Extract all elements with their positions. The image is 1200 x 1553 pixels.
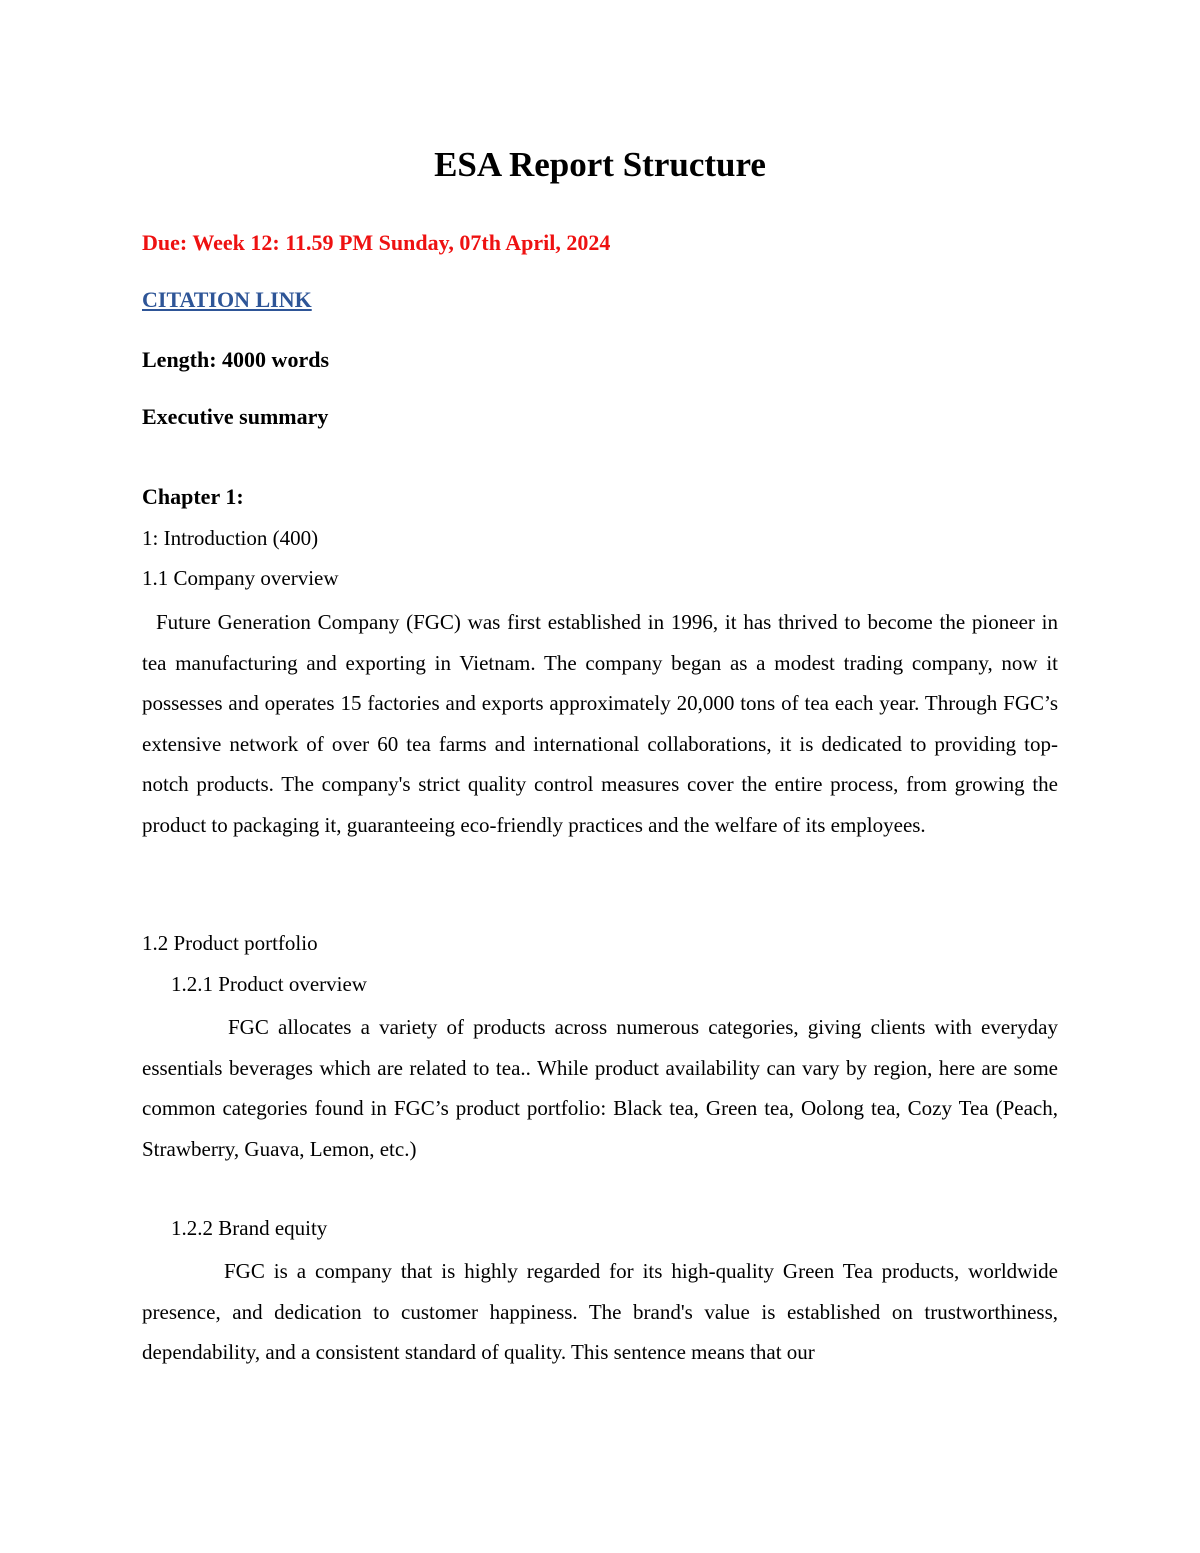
product-portfolio-heading: 1.2 Product portfolio [142,931,318,955]
product-overview-heading: 1.2.1 Product overview [171,972,367,996]
brand-equity-paragraph: FGC is a company that is highly regarded for its high-quality Green Tea products, worldwide presence, and dedication to customer happiness. The brand's value is established on trustworthiness, dependability, and a consistent standard of quality. This sentence means that our [142,1259,1058,1365]
company-overview-paragraph: Future Generation Company (FGC) was first established in 1996, it has thrived to become the pioneer in tea manufacturing and exporting in Vietnam. The company began as a modest trading company, now it possesses and operates 15 factories and exports approximately 20,000 tons of tea each year. Through FGC’s extensive network of over 60 tea farms and international collaborations, it is dedicated to providing top-notch products. The company's strict quality control measures cover the entire process, from growing the product to packaging it, guaranteeing eco-friendly practices and the welfare of its employees. [142,610,1058,837]
chapter-heading: Chapter 1: [142,484,244,509]
product-overview-paragraph: FGC allocates a variety of products across numerous categories, giving clients with everyday essentials beverages which are related to tea.. While product availability can vary by region, here are some common categories found in FGC’s product portfolio: Black tea, Green tea, Oolong tea, Cozy Tea (Peach, Strawberry, Guava, Lemon, etc.) [142,1015,1058,1161]
introduction-heading: 1: Introduction (400) [142,526,319,550]
length-line: Length: 4000 words [142,347,330,372]
document-title: ESA Report Structure [434,145,766,184]
brand-equity-heading: 1.2.2 Brand equity [171,1216,328,1240]
executive-summary-heading: Executive summary [142,404,329,429]
company-overview-heading: 1.1 Company overview [142,566,339,590]
due-date-line: Due: Week 12: 11.59 PM Sunday, 07th April, 2024 [142,230,611,255]
citation-link[interactable]: CITATION LINK [142,287,312,312]
